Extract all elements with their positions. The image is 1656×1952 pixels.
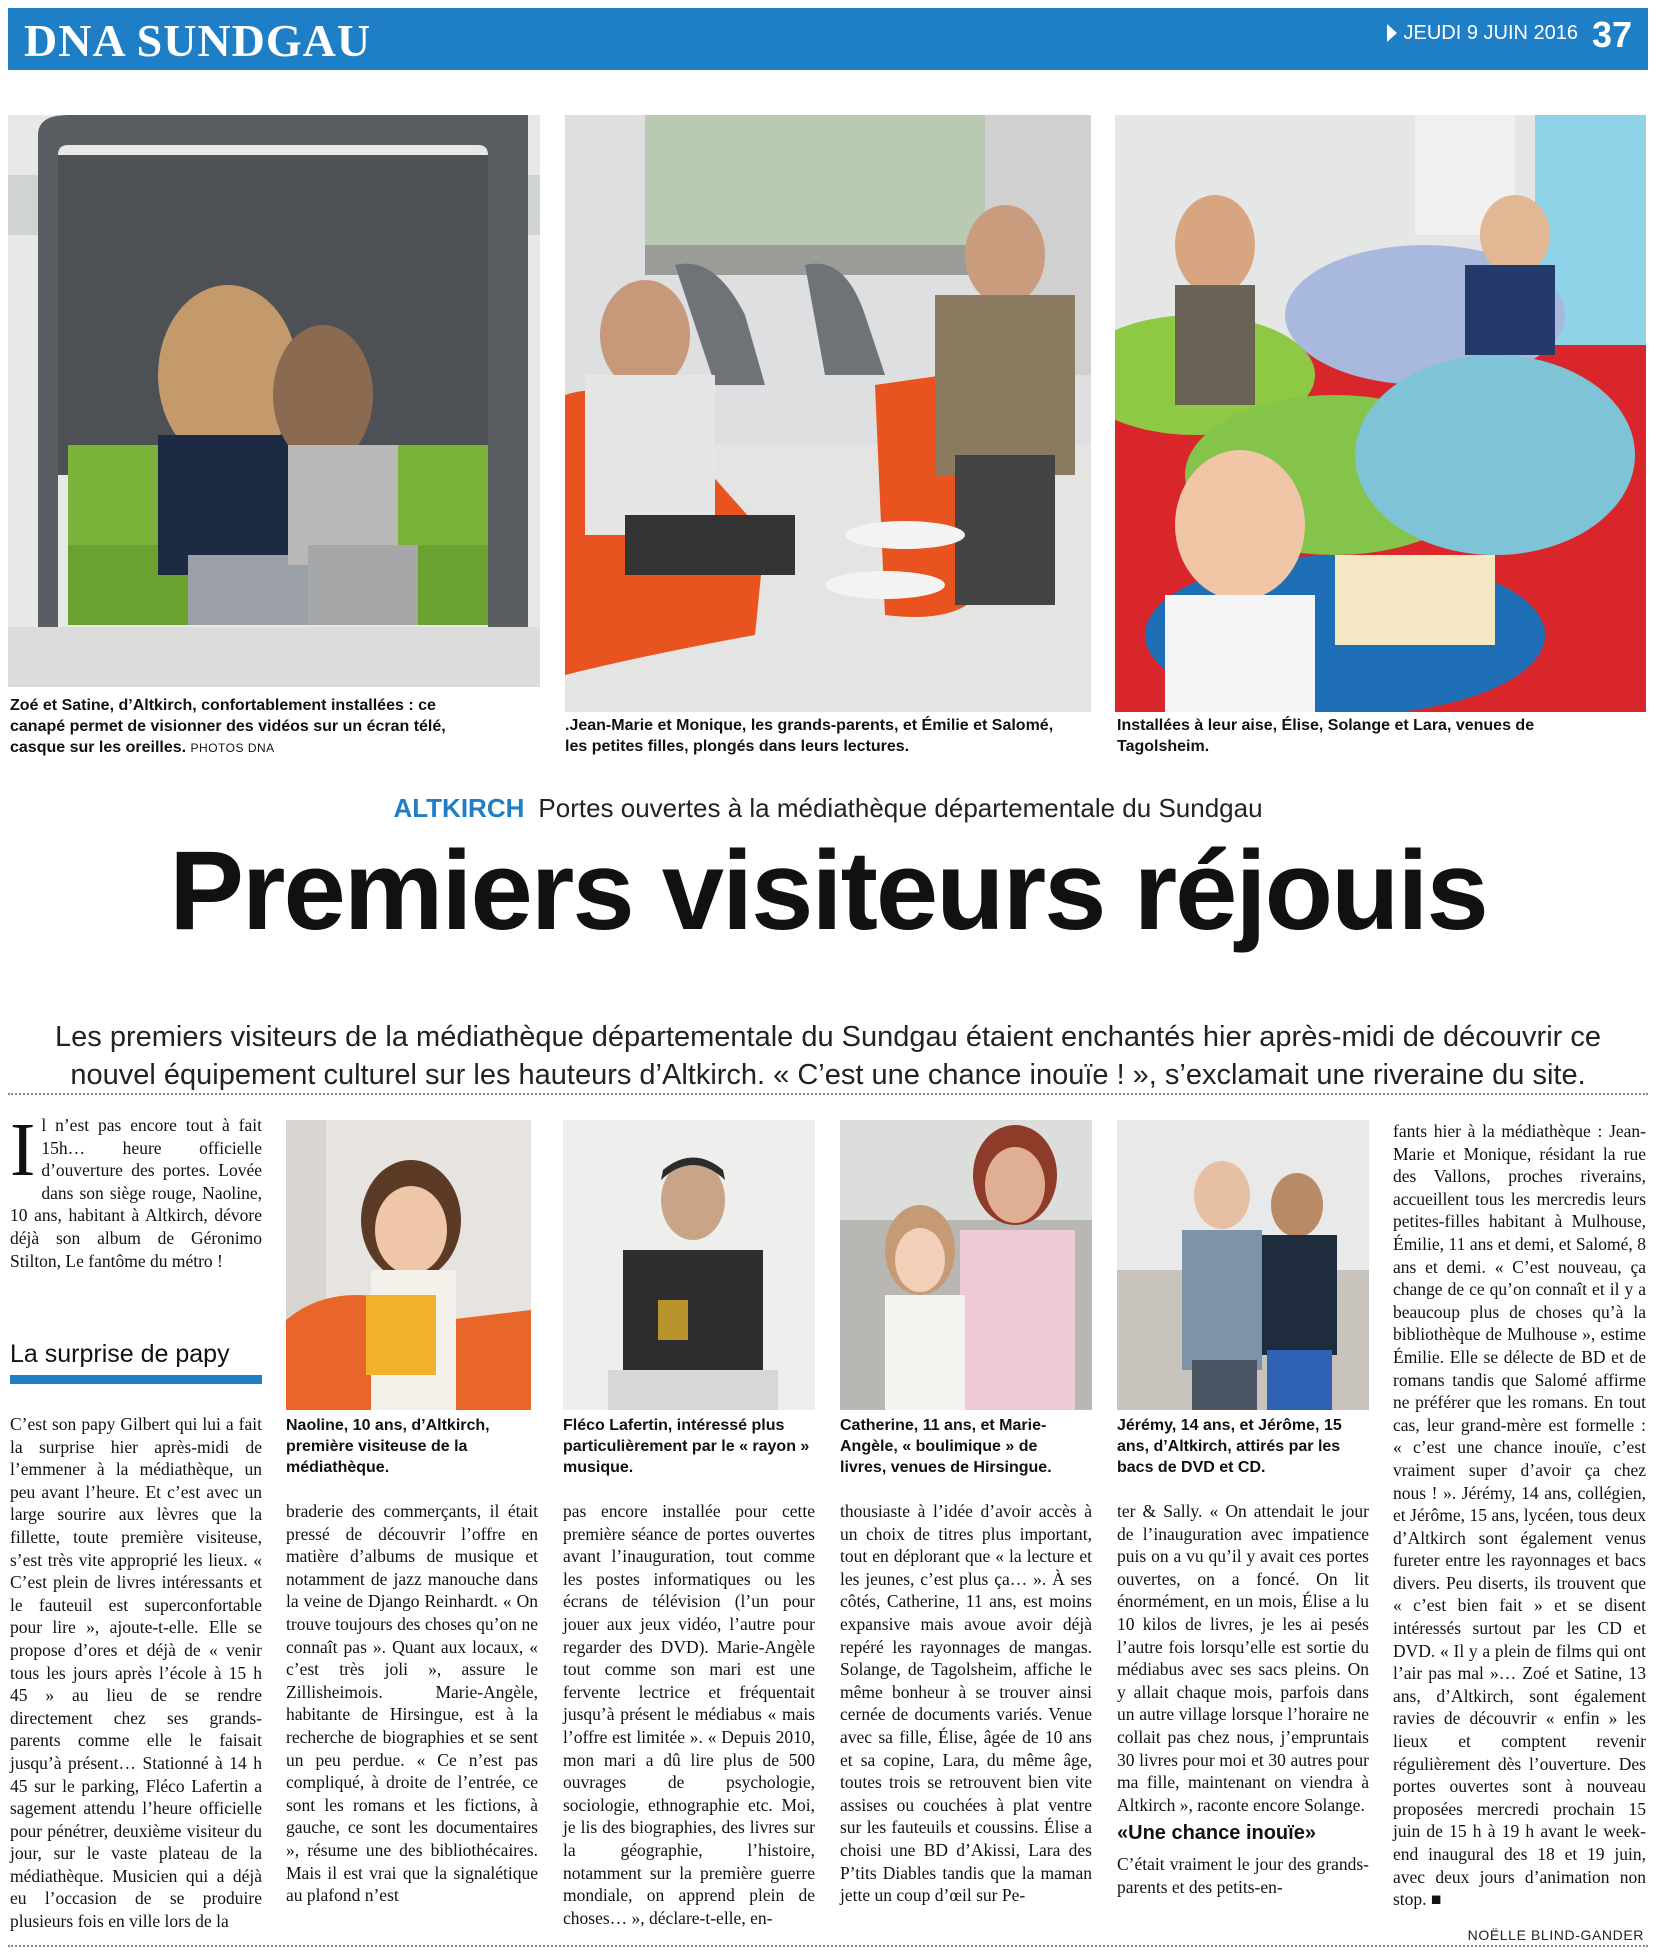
article-col-5 — [1117, 1500, 1369, 1898]
article-col-6: fants hier à la médiathèque : Jean-Marie et Monique, résidant la rue des Vallons, proches riverains, accueillent tous les mercredis leurs petites-filles habitant à Mulhouse, Émilie, 11 ans et demi, et Salomé, 8 ans et demi. « C’est nouveau, ça change de ce qu’on connaît et il y a beaucoup plus de choses qu’à la bibliothèque de Mulhouse », estime Émilie. Elle se délecte de BD et de romans tandis que Salomé affirme ne préférer que les romans. En tout cas, leur grand-mère est formelle : « c’est une chance inouïe, c’est vraiment super d’avoir ça chez nous ! ». Jérémy, 14 ans, collégien, et Jérôme, 15 ans, lycéen, tous deux d’Altkirch sont également venus fureter entre les rayonnages et bacs divers. Peu diserts, ils trouvent que « c’est bien fait » et se disent intéressés surtout par les CD et DVD. « Il y a plein de films qui ont l’air pas mal »… Zoé et Satine, 13 ans, d’Altkirch, sont également ravies de découvrir « enfin » les lieux et comptent revenir régulièrement dès l’ouverture. Des portes ouvertes sont à nouveau proposées mercredi prochain 15 juin de 15 h à 19 h avant le week-end inaugural des 18 et 19 juin, avec deux jours d’animation non stop. ■ — [1393, 1121, 1646, 1910]
article-col-4: thousiaste à l’idée d’avoir accès à un choix de titres plus important, tout en déplorant que « la lecture et les jeunes, c’est plus ça… ». À ses côtés, Catherine, 11 ans, est moins expansive mais avoue avoir déjà repéré les rayonnages de mangas. Solange, de Tagolsheim, affiche le même bonheur à se trouver ainsi cernée de documents variés. Venue avec sa fille, Élise, âgée de 10 ans et sa copine, Lara, du même âge, toutes trois se retrouvent bien vite assises ou couchées à plat ventre sur les fauteuils et coussins. Élise a choisi une BD d’Akissi, Lara des P’tits Diables tandis que la maman jette un coup d’œil sur Pe- — [840, 1501, 1092, 1906]
caption-text: Zoé et Satine, d’Altkirch, confortablement installées : ce canapé permet de visionner des vidéos sur un écran télé, casque sur les oreilles. — [10, 697, 446, 756]
portrait-fleco-caption: Fléco Lafertin, intéressé plus particulièrement par le « rayon » musique. — [563, 1417, 810, 1476]
kicker-location: ALTKIRCH — [393, 793, 525, 823]
brand-logo: DNA SUNDGAU — [24, 15, 372, 66]
page-number: 37 — [1591, 14, 1632, 55]
article-col-1: C’est son papy Gilbert qui lui a fait la surprise hier après-midi de l’emmener à la médiathèque, un peu avant l’heure. Et c’est avec un large sourire aux lèvres que la fillette, toute première visiteuse, s’est très vite approprié les lieux. « C’est plein de livres intéressants et le fauteuil est superconfortable pour lire », ajoute-t-elle. Elle se propose d’ores et déjà de « venir tous les jours après l’école à 15 h 45 » au lieu de se rendre directement chez ses grands-parents comme elle le faisait jusqu’à présent… Stationné à 14 h 45 sur le parking, Fléco Lafertin a sagement attendu l’heure officielle pour pénétrer, deuxième visiteur du jour, sur le vaste plateau de la médiathèque. Musicien qui a déjà eu l’occasion de se produire plusieurs fois en ville lors de la — [10, 1414, 262, 1932]
subhead: La surprise de papy — [10, 1340, 262, 1384]
headline: Premiers visiteurs réjouis — [169, 828, 1487, 953]
date-text: JEUDI 9 JUIN 2016 — [1403, 22, 1578, 44]
portrait-catherine-caption: Catherine, 11 ans, et Marie-Angèle, « boulimique » de livres, venues de Hirsingue. — [840, 1417, 1052, 1476]
portrait-naoline — [286, 1120, 531, 1410]
photo-grandparents-caption: .Jean-Marie et Monique, les grands-parents, et Émilie et Salomé, les petites filles, plongés dans leurs lectures. — [565, 717, 1054, 755]
masthead — [8, 8, 1648, 70]
photo-credit: PHOTOS DNA — [190, 741, 275, 755]
bottom-divider — [8, 1945, 1648, 1947]
article-col-3: pas encore installée pour cette première séance de portes ouvertes avant l’inauguration, tout comme les postes informatiques ou les écrans de télévision (l’un pour jouer aux jeux vidéo, l’autre pour regarder des DVD). Marie-Angèle tout comme son mari est une fervente lectrice et fréquentait jusqu’à présent le médiabus « mais l’offre est limitée ». « Depuis 2010, mon mari a dû lire plus de 500 ouvrages de psychologie, sociologie, ethnographie etc. Moi, je lis des biographies, des livres sur la géographie, l’histoire, notamment sur la première guerre mondiale, on apprend plein de choses… », déclare-t-elle, en- — [563, 1501, 815, 1928]
portrait-naoline-caption: Naoline, 10 ans, d’Altkirch, première visiteuse de la médiathèque. — [286, 1417, 490, 1476]
portrait-fleco — [563, 1120, 815, 1410]
inline-subhead: «Une chance inouïe» — [1117, 1822, 1316, 1845]
photo-beanbags-caption: Installées à leur aise, Élise, Solange et Lara, venues de Tagolsheim. — [1117, 717, 1535, 755]
photo-couch — [8, 115, 540, 687]
col5-text-b: C’était vraiment le jour des grands-parents et des petits-en- — [1117, 1853, 1369, 1897]
photo-grandparents — [565, 115, 1091, 712]
divider — [8, 1093, 1648, 1095]
col5-text-a: ter & Sally. « On attendait le jour de l’inauguration avec impatience puis on a vu qu’il y avait ces portes ouvertes, on a foncé. On lit énormément, en un mois, Élise a lu 10 kilos de livres, je les ai pesés l’autre fois lorsqu’elle est sortie du médiabus avec ses sacs pleins. On y allait chaque mois, parfois dans un autre village lorsque l’horaire ne collait pas chez nous, j’empruntais 30 livres pour moi et 30 autres pour ma fille, maintenant on viendra à Altkirch », raconte encore Solange. — [1117, 1501, 1369, 1815]
article-col-2: braderie des commerçants, il était pressé de découvrir l’offre en matière d’albums de musique et notamment de jazz manouche dans la veine de Django Reinhardt. « On trouve toujours des choses qu’on ne connaît pas ». Quant aux locaux, « c’est très joli », assure le Zillisheimois. Marie-Angèle, habitante de Hirsingue, est à la recherche de biographies et se sent un peu perdue. « Ce n’est pas compliqué, à droite de l’entrée, ce sont les romans et les fictions, à gauche, ce sont les documentaires », résume une des bibliothécaires. Mais il est vrai que la signalétique au plafond n’est — [286, 1501, 538, 1906]
article-intro — [10, 1108, 262, 1272]
kicker — [0, 793, 1656, 824]
photo-couch-caption — [10, 695, 490, 759]
portrait-jeremy — [1117, 1120, 1369, 1410]
byline: NOËLLE BLIND-GANDER — [1467, 1927, 1644, 1943]
arrow-icon — [1387, 24, 1397, 42]
intro-text: l n’est pas encore tout à fait 15h… heure officielle d’ouverture des portes. Lovée dans son siège rouge, Naoline, 10 ans, habitant à Altkirch, dévore déjà son album de Géronimo Stilton, Le fantôme du métro ! — [10, 1115, 262, 1271]
drop-cap: I — [10, 1108, 36, 1192]
portrait-jeremy-caption: Jérémy, 14 ans, et Jérôme, 15 ans, d’Altkirch, attirés par les bacs de DVD et CD. — [1117, 1417, 1342, 1476]
photo-beanbags — [1115, 115, 1646, 712]
portrait-catherine — [840, 1120, 1092, 1410]
edition-date — [1387, 22, 1578, 45]
kicker-text: Portes ouvertes à la médiathèque départementale du Sundgau — [538, 793, 1263, 823]
lede: Les premiers visiteurs de la médiathèque départementale du Sundgau étaient enchantés hier après-midi de découvrir ce nouvel équipement culturel sur les hauteurs d’Altkirch. « C’est une chance inouïe ! », s’exclamait une riveraine du site. — [55, 1021, 1601, 1091]
